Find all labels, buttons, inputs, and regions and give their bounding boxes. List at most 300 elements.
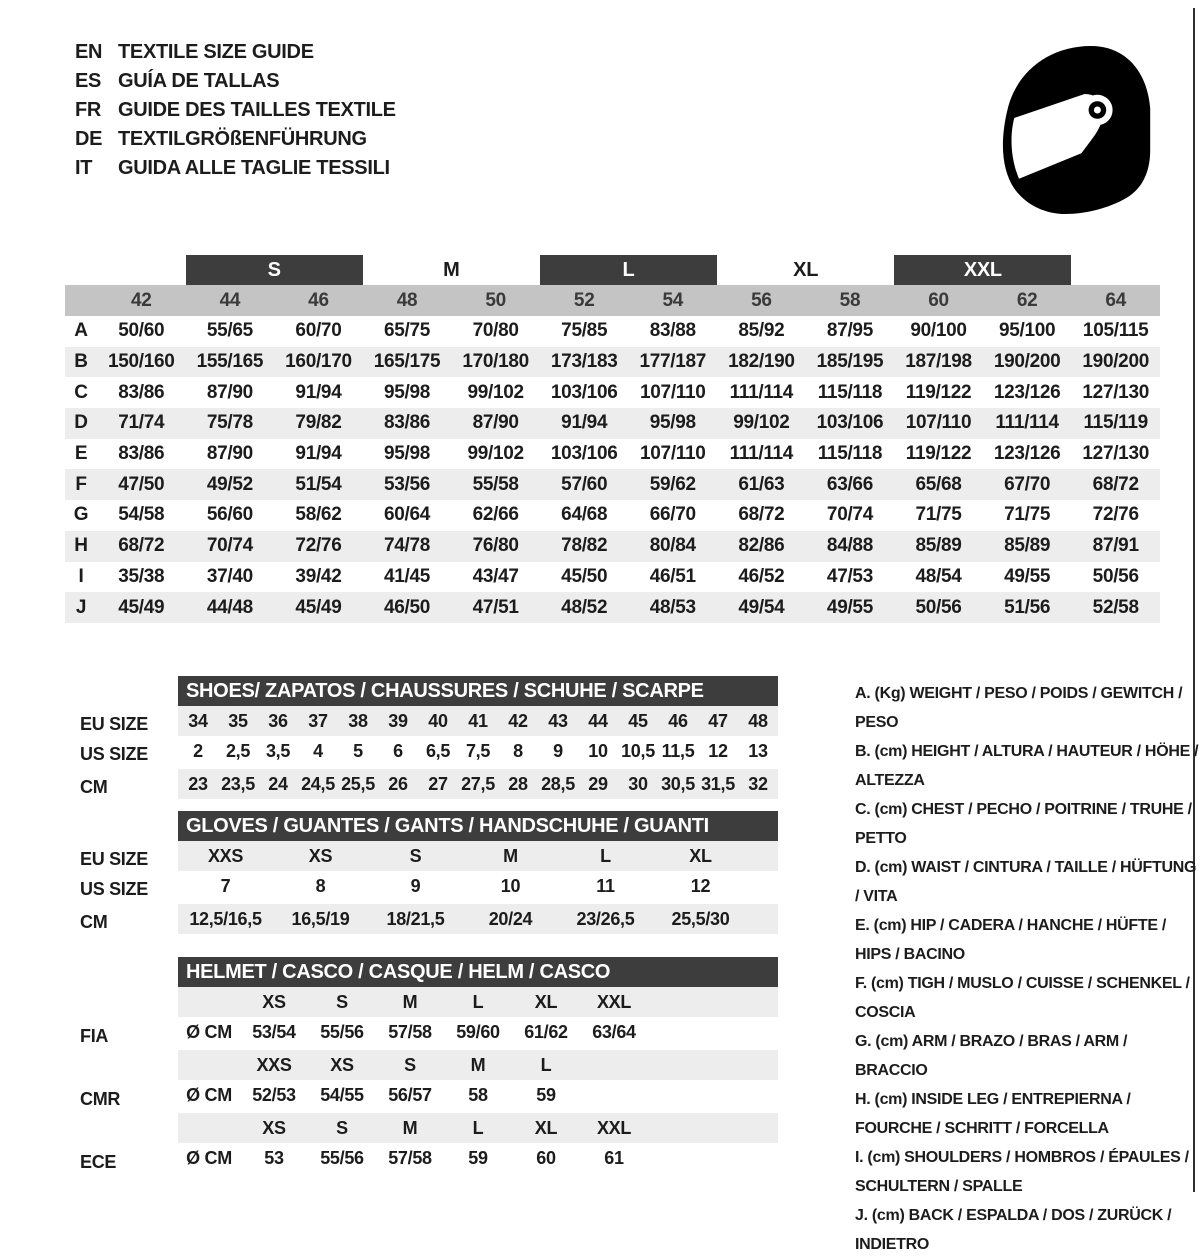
row-letter: J — [75, 596, 87, 618]
helmet-value: 59 — [468, 1147, 488, 1168]
size-value: 23 — [188, 773, 208, 794]
size-value: 3,5 — [265, 740, 291, 761]
helmet-value: 61 — [604, 1147, 624, 1168]
measurement-value: 111/114 — [729, 443, 794, 465]
size-value: 28 — [508, 773, 528, 794]
size-value: M — [503, 845, 518, 866]
size-value: 45 — [628, 710, 648, 731]
size-value: 6,5 — [425, 740, 451, 761]
size-value: XS — [308, 845, 333, 866]
measurement-value: 150/160 — [107, 351, 175, 373]
measurement-value: 111/114 — [995, 412, 1059, 434]
measurement-value: 87/91 — [1092, 535, 1139, 557]
helmet-size: S — [336, 991, 348, 1012]
measurement-value: 190/200 — [1082, 351, 1149, 373]
size-value: 43 — [548, 710, 568, 731]
size-value: 16,5/19 — [291, 908, 350, 929]
size-value: 12 — [690, 875, 711, 896]
table-row — [178, 706, 778, 736]
size-value: 28,5 — [541, 773, 575, 794]
helmet-value: 60 — [536, 1147, 556, 1168]
helmet-size: XS — [262, 1117, 286, 1138]
language-code: ES — [75, 70, 102, 92]
size-value: 31,5 — [701, 773, 735, 794]
measurement-value: 103/106 — [550, 381, 618, 403]
size-group-s: S — [186, 255, 363, 285]
measurement-value: 53/56 — [384, 473, 431, 495]
measurement-value: 60/70 — [295, 320, 342, 342]
gloves-cm-label: CM — [80, 911, 108, 932]
measurement-value: 46/50 — [384, 596, 431, 618]
language-title-list — [75, 38, 396, 183]
helmet-size: M — [470, 1054, 486, 1075]
helmet-value: 59/60 — [456, 1021, 500, 1042]
measurement-value: 65/68 — [915, 473, 962, 495]
helmet-value: 53/54 — [252, 1021, 296, 1042]
size-value: 44 — [588, 710, 608, 731]
gloves-us-size-label: US SIZE — [80, 878, 148, 899]
helmet-value: 58 — [468, 1084, 488, 1105]
measurement-rows — [65, 316, 1160, 623]
size-value: 48 — [748, 710, 768, 731]
helmet-value: 53 — [264, 1147, 284, 1168]
language-row — [75, 38, 396, 67]
measurement-value: 78/82 — [561, 535, 608, 557]
measurement-value: 84/88 — [826, 535, 873, 557]
size-number: 48 — [396, 289, 418, 311]
measurement-value: 41/45 — [384, 565, 431, 587]
measurement-value: 95/98 — [384, 381, 431, 403]
size-value: 39 — [388, 710, 408, 731]
size-value: 27 — [428, 773, 448, 794]
racing-helmet-icon — [995, 44, 1155, 216]
measurement-value: 119/122 — [905, 443, 972, 465]
measurement-value: 123/126 — [993, 381, 1061, 403]
measurement-value: 173/183 — [550, 351, 618, 373]
row-letter: E — [74, 443, 88, 465]
measurement-value: 80/84 — [649, 535, 696, 557]
legend-entry: E. (cm) HIP / CADERA / HANCHE / HÜFTE / HIPS / BACINO — [855, 917, 1166, 963]
measurement-value: 91/94 — [295, 443, 342, 465]
measurement-value: 115/119 — [1083, 412, 1148, 434]
size-value: 9 — [410, 875, 421, 896]
helmet-size: M — [402, 1117, 418, 1138]
size-value: 41 — [468, 710, 488, 731]
language-code: DE — [75, 128, 103, 150]
size-number: 50 — [485, 289, 506, 311]
row-letter: A — [74, 320, 88, 342]
legend-entry: I. (cm) SHOULDERS / HOMBROS / ÉPAULES / SCHULTERN / SPALLE — [855, 1149, 1189, 1195]
table-row — [178, 841, 778, 871]
size-value: 18/21,5 — [386, 908, 445, 929]
measurement-value: 99/102 — [467, 381, 524, 403]
measurement-value: 83/86 — [384, 412, 431, 434]
measurement-value: 119/122 — [905, 381, 972, 403]
measurement-value: 185/195 — [816, 351, 884, 373]
measurement-value: 50/56 — [1092, 565, 1139, 587]
measurement-value: 182/190 — [728, 351, 795, 373]
size-value: 25,5/30 — [671, 908, 730, 929]
size-value: 24,5 — [301, 773, 335, 794]
size-value: 36 — [268, 710, 288, 731]
size-value: 10,5 — [621, 740, 655, 761]
size-value: 42 — [508, 710, 528, 731]
measurement-value: 123/126 — [993, 443, 1061, 465]
measurement-value: 45/49 — [118, 596, 165, 618]
row-letter: F — [75, 473, 87, 495]
table-row — [65, 562, 1160, 593]
helmet-size-row — [178, 1050, 778, 1080]
gloves-table-header: GLOVES / GUANTES / GANTS / HANDSCHUHE / GUANTI — [178, 811, 778, 841]
helmet-size: XXS — [256, 1054, 292, 1075]
size-value: 46 — [668, 710, 688, 731]
legend-entry: G. (cm) ARM / BRAZO / BRAS / ARM / BRACCIO — [855, 1033, 1128, 1079]
helmet-size: XXL — [596, 1117, 632, 1138]
helmet-value-row — [178, 1080, 778, 1110]
size-value: 32 — [748, 773, 768, 794]
helmet-ece-label: ECE — [80, 1151, 117, 1172]
helmet-value: 61/62 — [524, 1021, 568, 1042]
shoes-table-header: SHOES/ ZAPATOS / CHAUSSURES / SCHUHE / SCARPE — [178, 676, 778, 706]
size-value: 11,5 — [661, 740, 695, 761]
measurement-value: 49/52 — [206, 473, 253, 495]
measurement-value: 165/175 — [373, 351, 441, 373]
size-number: 52 — [573, 289, 595, 311]
size-group-spacer — [65, 255, 97, 285]
measurement-value: 190/200 — [993, 351, 1061, 373]
size-number: 42 — [131, 289, 152, 311]
measurement-value: 55/65 — [206, 320, 253, 342]
shoes-us-size-label: US SIZE — [80, 743, 148, 764]
helmet-value: 56/57 — [388, 1084, 432, 1105]
measurement-value: 95/98 — [649, 412, 696, 434]
measurement-value: 115/118 — [817, 443, 883, 465]
size-value: 25,5 — [341, 773, 375, 794]
measurement-value: 47/50 — [118, 473, 165, 495]
helmet-size: S — [336, 1117, 348, 1138]
language-row — [75, 125, 396, 154]
size-group-l: L — [540, 255, 717, 285]
measurement-value: 59/62 — [649, 473, 696, 495]
size-value: 30,5 — [661, 773, 695, 794]
table-row — [65, 439, 1160, 470]
measurement-value: 103/106 — [816, 412, 884, 434]
measurement-value: 47/53 — [826, 565, 873, 587]
helmet-cmr-label: CMR — [80, 1088, 121, 1109]
helmet-size: XS — [330, 1054, 354, 1075]
measurement-value: 62/66 — [472, 504, 519, 526]
language-row — [75, 154, 396, 183]
measurement-value: 70/80 — [472, 320, 519, 342]
size-number: 60 — [928, 289, 949, 311]
language-row — [75, 67, 396, 96]
helmet-size-row — [178, 987, 778, 1017]
measurement-value: 65/75 — [384, 320, 431, 342]
size-value: 10 — [588, 740, 608, 761]
measurement-value: 44/48 — [206, 596, 253, 618]
size-number: 58 — [839, 289, 861, 311]
measurement-value: 50/60 — [118, 320, 165, 342]
legend-entry: C. (cm) CHEST / PECHO / POITRINE / TRUHE / PETTO — [855, 801, 1192, 847]
measurement-value: 43/47 — [472, 565, 519, 587]
measurement-value: 85/89 — [915, 535, 962, 557]
measurement-value: 91/94 — [295, 381, 342, 403]
size-value: XXS — [207, 845, 244, 866]
measurement-value: 160/170 — [285, 351, 352, 373]
measurement-value: 56/60 — [206, 504, 253, 526]
language-row — [75, 96, 396, 125]
table-row — [65, 377, 1160, 408]
measurement-value: 49/55 — [826, 596, 873, 618]
gloves-eu-size-label: EU SIZE — [80, 848, 148, 869]
measurement-value: 99/102 — [467, 443, 524, 465]
textile-size-table — [65, 255, 1160, 623]
size-number: 64 — [1105, 289, 1126, 311]
size-number: 46 — [308, 289, 329, 311]
helmet-size: S — [404, 1054, 416, 1075]
size-value: 5 — [353, 740, 363, 761]
shoes-table — [178, 676, 778, 799]
shoes-eu-size-label: EU SIZE — [80, 713, 148, 734]
measurement-value: 68/72 — [118, 535, 165, 557]
helmet-size: M — [402, 991, 418, 1012]
shoes-cm-label: CM — [80, 776, 108, 797]
table-row — [65, 531, 1160, 562]
measurement-value: 76/80 — [472, 535, 519, 557]
diameter-unit-label: Ø CM — [186, 1021, 232, 1042]
measurement-value: 48/54 — [915, 565, 962, 587]
measurement-value: 48/52 — [561, 596, 608, 618]
size-value: 20/24 — [488, 908, 533, 929]
measurement-value: 46/52 — [738, 565, 785, 587]
measurement-value: 45/50 — [561, 565, 608, 587]
row-letter: C — [74, 381, 88, 403]
measurement-value: 87/95 — [826, 320, 873, 342]
size-number: 62 — [1016, 289, 1038, 311]
measurement-value: 64/68 — [561, 504, 608, 526]
measurement-value: 66/70 — [649, 504, 696, 526]
legend-entry: D. (cm) WAIST / CINTURA / TAILLE / HÜFTUNG / VITA — [855, 859, 1197, 905]
size-group-spacer — [97, 255, 186, 285]
measurement-value: 87/90 — [206, 381, 253, 403]
size-value: 26 — [388, 773, 408, 794]
size-number: 44 — [219, 289, 241, 311]
measurement-value: 74/78 — [384, 535, 431, 557]
guide-title: GUÍA DE TALLAS — [118, 70, 280, 92]
size-value: 11 — [596, 875, 615, 896]
helmet-value-row — [178, 1017, 778, 1047]
measurement-value: 127/130 — [1082, 443, 1149, 465]
language-code: IT — [75, 157, 93, 179]
measurement-value: 58/62 — [295, 504, 342, 526]
size-value: XL — [689, 845, 712, 866]
size-value: 7,5 — [465, 740, 491, 761]
measurement-value: 70/74 — [826, 504, 873, 526]
table-row — [65, 500, 1160, 531]
helmet-size-row — [178, 1113, 778, 1143]
size-value: 30 — [628, 773, 648, 794]
legend-entry: H. (cm) INSIDE LEG / ENTREPIERNA / FOURCHE / SCHRITT / FORCELLA — [855, 1091, 1131, 1137]
size-value: 47 — [708, 710, 728, 731]
table-row — [178, 769, 778, 799]
table-row — [178, 904, 778, 934]
measurement-value: 60/64 — [384, 504, 431, 526]
measurement-value: 45/49 — [295, 596, 342, 618]
measurement-value: 85/92 — [738, 320, 785, 342]
measurement-value: 57/60 — [561, 473, 608, 495]
helmet-value: 57/58 — [388, 1021, 432, 1042]
size-value: 2,5 — [225, 740, 251, 761]
legend-entry: F. (cm) TIGH / MUSLO / CUISSE / SCHENKEL / COSCIA — [855, 975, 1190, 1021]
size-value: 13 — [748, 740, 768, 761]
measurement-value: 115/118 — [817, 381, 883, 403]
measurement-value: 54/58 — [118, 504, 165, 526]
measurement-value: 90/100 — [910, 320, 967, 342]
size-value: 2 — [193, 740, 203, 761]
table-row — [65, 592, 1160, 623]
measurement-value: 68/72 — [738, 504, 785, 526]
measurement-value: 83/88 — [649, 320, 696, 342]
measurement-value: 49/54 — [738, 596, 785, 618]
size-value: 27,5 — [461, 773, 495, 794]
size-group-header-row — [65, 255, 1160, 285]
helmet-value: 63/64 — [592, 1021, 636, 1042]
number-spacer — [65, 285, 97, 316]
measurement-value: 46/51 — [649, 565, 696, 587]
measurement-value: 91/94 — [561, 412, 608, 434]
language-code: EN — [75, 41, 103, 63]
measurement-value: 49/55 — [1004, 565, 1051, 587]
measurement-value: 87/90 — [472, 412, 519, 434]
measurement-value: 68/72 — [1092, 473, 1139, 495]
measurement-value: 82/86 — [738, 535, 785, 557]
measurement-value: 35/38 — [118, 565, 165, 587]
measurement-value: 71/74 — [118, 412, 165, 434]
measurement-value: 111/114 — [729, 381, 794, 403]
table-row — [65, 408, 1160, 439]
helmet-value: 59 — [536, 1084, 556, 1105]
measurement-value: 37/40 — [206, 565, 253, 587]
table-row — [65, 469, 1160, 500]
size-value: 12 — [708, 740, 728, 761]
guide-title: GUIDA ALLE TAGLIE TESSILI — [118, 157, 390, 179]
measurement-value: 99/102 — [733, 412, 790, 434]
table-row — [178, 871, 778, 901]
helmet-value-row — [178, 1143, 778, 1173]
size-value: 4 — [313, 740, 323, 761]
measurement-value: 51/54 — [295, 473, 342, 495]
measurement-value: 103/106 — [550, 443, 618, 465]
measurement-value: 95/98 — [384, 443, 431, 465]
size-value: 9 — [553, 740, 563, 761]
measurement-value: 70/74 — [206, 535, 253, 557]
table-row — [65, 347, 1160, 378]
measurement-value: 79/82 — [295, 412, 342, 434]
helmet-table-header: HELMET / CASCO / CASQUE / HELM / CASCO — [178, 957, 778, 987]
size-value: 10 — [500, 875, 521, 896]
measurement-value: 67/70 — [1004, 473, 1051, 495]
size-value: 23,5 — [221, 773, 255, 794]
diameter-unit-label: Ø CM — [186, 1147, 232, 1168]
size-value: 29 — [588, 773, 608, 794]
helmet-size: XL — [534, 991, 558, 1012]
table-row — [178, 736, 778, 766]
size-group-xl: XL — [793, 258, 819, 281]
size-number-row — [65, 285, 1160, 316]
row-letter: I — [78, 565, 84, 587]
helmet-value: 55/56 — [320, 1147, 364, 1168]
helmet-fia-label: FIA — [80, 1025, 109, 1046]
size-value: 37 — [308, 710, 328, 731]
measurement-value: 107/110 — [640, 381, 706, 403]
row-letter: H — [74, 535, 88, 557]
measurement-value: 63/66 — [826, 473, 873, 495]
measurement-legend — [855, 679, 1200, 1259]
row-letter: D — [74, 412, 88, 434]
helmet-size: XL — [534, 1117, 558, 1138]
measurement-value: 155/165 — [196, 351, 264, 373]
measurement-value: 61/63 — [738, 473, 785, 495]
size-number: 56 — [751, 289, 772, 311]
helmet-size: L — [540, 1054, 552, 1075]
guide-title: TEXTILGRÖßENFÜHRUNG — [118, 128, 367, 150]
row-letter: B — [74, 351, 88, 373]
helmet-size: XXL — [596, 991, 632, 1012]
size-value: 40 — [428, 710, 448, 731]
size-value: 8 — [513, 740, 523, 761]
measurement-value: 75/78 — [206, 412, 253, 434]
measurement-value: 71/75 — [1004, 504, 1051, 526]
measurement-value: 107/110 — [905, 412, 972, 434]
size-value: L — [600, 845, 611, 866]
measurement-value: 83/86 — [118, 381, 165, 403]
helmet-size: L — [472, 1117, 484, 1138]
helmet-size: L — [472, 991, 484, 1012]
measurement-value: 55/58 — [472, 473, 519, 495]
size-value: 34 — [188, 710, 208, 731]
size-value: 23/26,5 — [576, 908, 635, 929]
measurement-value: 177/187 — [639, 351, 707, 373]
helmet-value: 52/53 — [252, 1084, 296, 1105]
helmet-size: XS — [262, 991, 286, 1012]
size-value: 7 — [220, 875, 231, 896]
measurement-value: 75/85 — [561, 320, 608, 342]
measurement-value: 72/76 — [1092, 504, 1139, 526]
size-number: 54 — [662, 289, 684, 311]
helmet-value: 54/55 — [320, 1084, 364, 1105]
guide-title: GUIDE DES TAILLES TEXTILE — [118, 99, 396, 121]
helmet-table — [178, 957, 778, 1173]
measurement-value: 47/51 — [472, 596, 519, 618]
size-value: 12,5/16,5 — [189, 908, 262, 929]
measurement-value: 51/56 — [1004, 596, 1051, 618]
measurement-value: 39/42 — [295, 565, 342, 587]
row-letter: G — [73, 504, 89, 526]
guide-title: TEXTILE SIZE GUIDE — [118, 41, 314, 63]
measurement-value: 95/100 — [998, 320, 1056, 342]
size-value: 6 — [393, 740, 403, 761]
size-value: 38 — [348, 710, 368, 731]
helmet-value: 55/56 — [320, 1021, 364, 1042]
size-group-xxl: XXL — [894, 255, 1071, 285]
size-value: 24 — [268, 773, 288, 794]
diameter-unit-label: Ø CM — [186, 1084, 232, 1105]
measurement-value: 48/53 — [649, 596, 696, 618]
measurement-value: 105/115 — [1082, 320, 1149, 342]
measurement-value: 170/180 — [462, 351, 529, 373]
measurement-value: 107/110 — [640, 443, 706, 465]
measurement-value: 72/76 — [295, 535, 342, 557]
